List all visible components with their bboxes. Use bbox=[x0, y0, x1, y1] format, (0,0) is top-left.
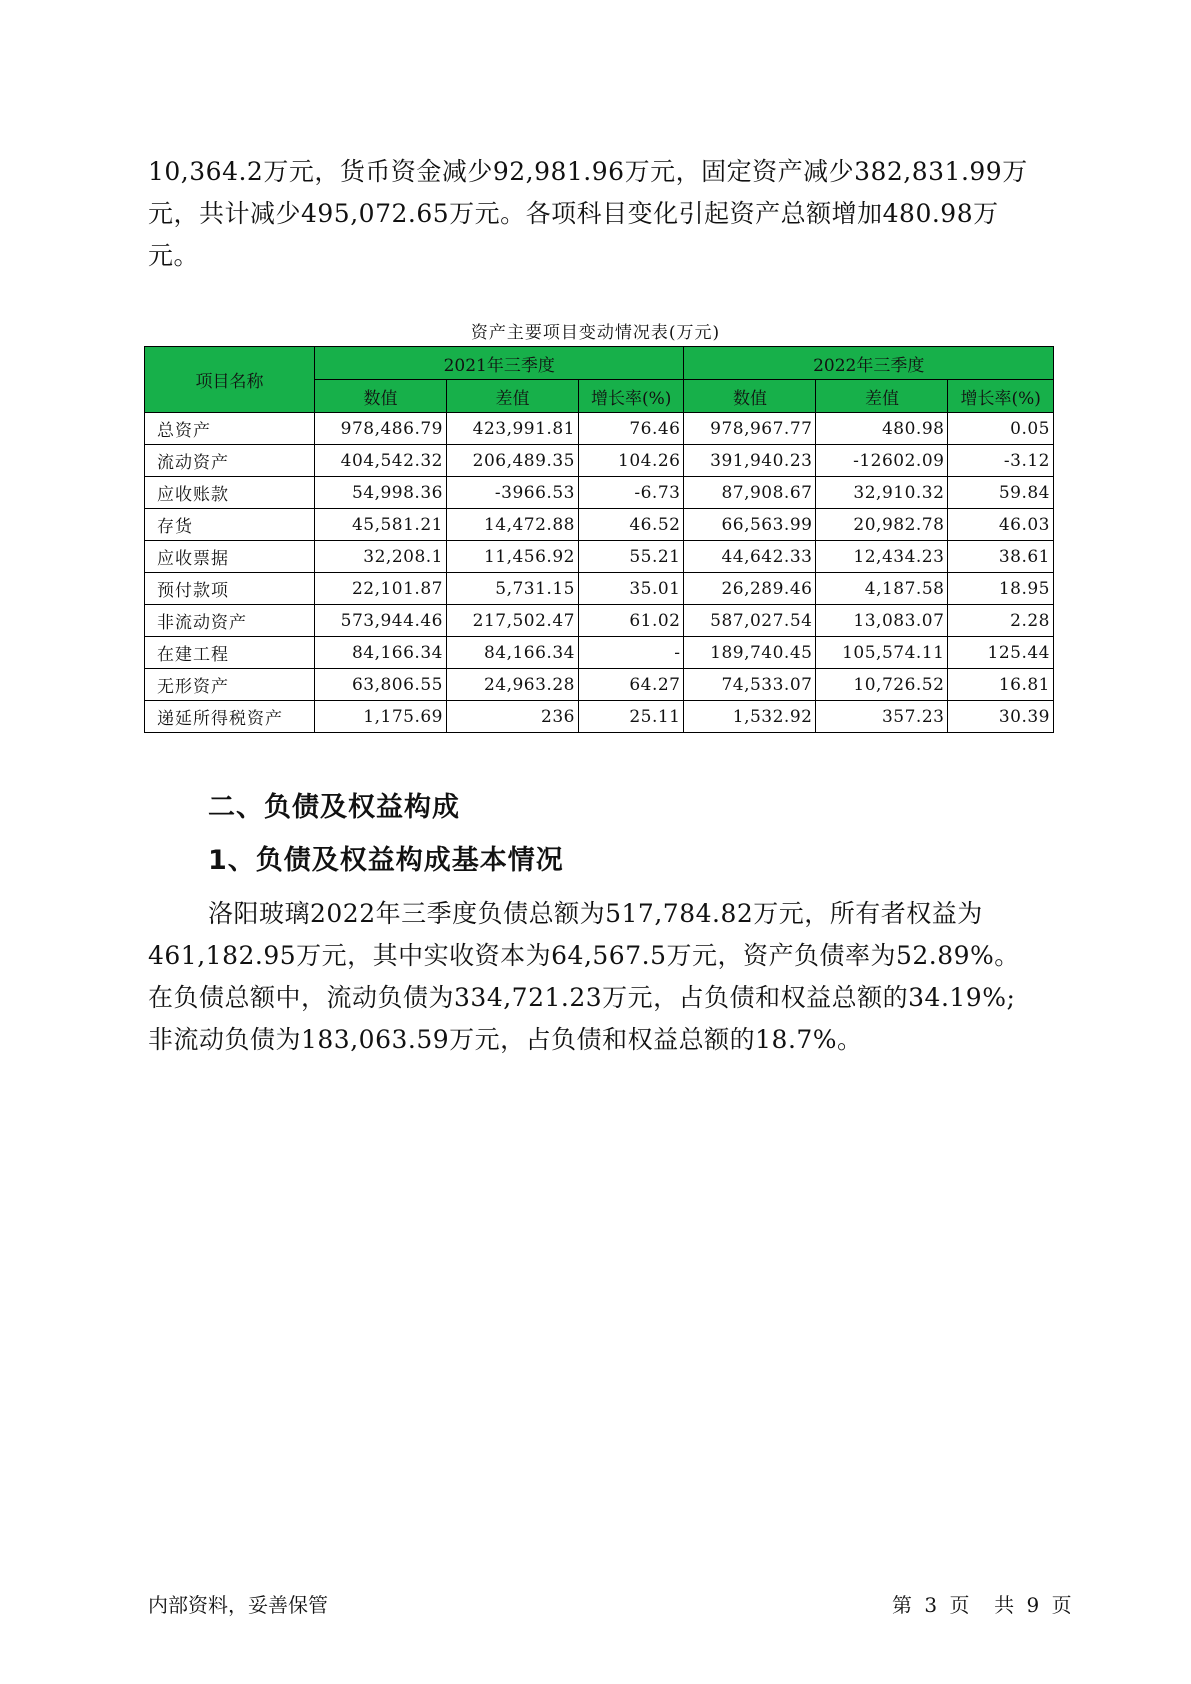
liability-line-3: 在负债总额中，流动负债为334,721.23万元，占负债和权益总额的34.19%; bbox=[148, 983, 1016, 1012]
row-cell: 587,027.54 bbox=[684, 605, 816, 637]
row-cell: 5,731.15 bbox=[446, 573, 578, 605]
row-cell: 64.27 bbox=[578, 669, 684, 701]
row-cell: 11,456.92 bbox=[446, 541, 578, 573]
row-cell: 18.95 bbox=[948, 573, 1054, 605]
row-cell: 87,908.67 bbox=[684, 477, 816, 509]
page-mid: 页 bbox=[949, 1593, 970, 1617]
row-cell: 1,175.69 bbox=[315, 701, 447, 733]
row-cell: 84,166.34 bbox=[315, 637, 447, 669]
row-cell: 4,187.58 bbox=[816, 573, 948, 605]
row-cell: 13,083.07 bbox=[816, 605, 948, 637]
table-row bbox=[145, 541, 1054, 573]
row-cell: 423,991.81 bbox=[446, 413, 578, 445]
row-label: 在建工程 bbox=[145, 637, 315, 669]
intro-paragraph bbox=[148, 151, 1048, 277]
liability-line-4: 非流动负债为183,063.59万元，占负债和权益总额的18.7%。 bbox=[148, 1025, 863, 1054]
section-subheading: 1、负债及权益构成基本情况 bbox=[208, 845, 564, 876]
subheader-value-2022: 数值 bbox=[684, 380, 816, 413]
row-cell: 63,806.55 bbox=[315, 669, 447, 701]
row-cell: 391,940.23 bbox=[684, 445, 816, 477]
subheader-diff-2022: 差值 bbox=[816, 380, 948, 413]
row-cell: 22,101.87 bbox=[315, 573, 447, 605]
row-cell: 480.98 bbox=[816, 413, 948, 445]
row-cell: 404,542.32 bbox=[315, 445, 447, 477]
row-cell: 46.03 bbox=[948, 509, 1054, 541]
row-cell: 104.26 bbox=[578, 445, 684, 477]
row-cell: 357.23 bbox=[816, 701, 948, 733]
liability-line-2: 461,182.95万元，其中实收资本为64,567.5万元，资产负债率为52.89%。 bbox=[148, 941, 1020, 970]
subheader-growth-2022: 增长率(%) bbox=[948, 380, 1054, 413]
table-row bbox=[145, 701, 1054, 733]
row-cell: 84,166.34 bbox=[446, 637, 578, 669]
row-label: 无形资产 bbox=[145, 669, 315, 701]
row-cell: 573,944.46 bbox=[315, 605, 447, 637]
table-row bbox=[145, 605, 1054, 637]
row-cell: 74,533.07 bbox=[684, 669, 816, 701]
row-cell: 1,532.92 bbox=[684, 701, 816, 733]
row-cell: 24,963.28 bbox=[446, 669, 578, 701]
intro-line-1: 10,364.2万元，货币资金减少92,981.96万元，固定资产减少382,831.99万 bbox=[148, 157, 1028, 186]
row-cell: -6.73 bbox=[578, 477, 684, 509]
row-cell: 10,726.52 bbox=[816, 669, 948, 701]
row-cell: 55.21 bbox=[578, 541, 684, 573]
row-cell: 12,434.23 bbox=[816, 541, 948, 573]
row-cell: 2.28 bbox=[948, 605, 1054, 637]
row-label: 流动资产 bbox=[145, 445, 315, 477]
table-row bbox=[145, 509, 1054, 541]
page-total-prefix: 共 bbox=[994, 1593, 1015, 1617]
row-cell: 66,563.99 bbox=[684, 509, 816, 541]
page-suffix: 页 bbox=[1051, 1593, 1072, 1617]
liability-line-1: 洛阳玻璃2022年三季度负债总额为517,784.82万元，所有者权益为 bbox=[208, 899, 983, 928]
row-cell: 46.52 bbox=[578, 509, 684, 541]
row-cell: 35.01 bbox=[578, 573, 684, 605]
intro-line-3: 元。 bbox=[148, 241, 200, 270]
footer-confidential-note: 内部资料，妥善保管 bbox=[148, 1593, 328, 1617]
page-prefix: 第 bbox=[892, 1593, 912, 1617]
row-cell: 206,489.35 bbox=[446, 445, 578, 477]
row-cell: 14,472.88 bbox=[446, 509, 578, 541]
row-label: 总资产 bbox=[145, 413, 315, 445]
table-row bbox=[145, 413, 1054, 445]
row-cell: 978,486.79 bbox=[315, 413, 447, 445]
row-cell: 76.46 bbox=[578, 413, 684, 445]
header-item-name: 项目名称 bbox=[145, 347, 315, 413]
row-cell: 44,642.33 bbox=[684, 541, 816, 573]
liability-paragraph bbox=[148, 893, 1048, 1061]
row-cell: 54,998.36 bbox=[315, 477, 447, 509]
header-period-2022: 2022年三季度 bbox=[684, 347, 1054, 380]
row-cell: 26,289.46 bbox=[684, 573, 816, 605]
row-label: 递延所得税资产 bbox=[145, 701, 315, 733]
table-row bbox=[145, 573, 1054, 605]
subheader-growth-2021: 增长率(%) bbox=[578, 380, 684, 413]
row-cell: - bbox=[578, 637, 684, 669]
row-label: 应收账款 bbox=[145, 477, 315, 509]
asset-change-table bbox=[144, 346, 1054, 733]
row-cell: 978,967.77 bbox=[684, 413, 816, 445]
row-cell: 32,208.1 bbox=[315, 541, 447, 573]
row-cell: 217,502.47 bbox=[446, 605, 578, 637]
section-heading: 二、负债及权益构成 bbox=[208, 792, 460, 823]
table-caption: 资产主要项目变动情况表(万元) bbox=[470, 323, 721, 343]
row-label: 预付款项 bbox=[145, 573, 315, 605]
row-label: 非流动资产 bbox=[145, 605, 315, 637]
subheader-value-2021: 数值 bbox=[315, 380, 447, 413]
row-cell: 0.05 bbox=[948, 413, 1054, 445]
table-row bbox=[145, 669, 1054, 701]
row-cell: 59.84 bbox=[948, 477, 1054, 509]
subheader-diff-2021: 差值 bbox=[446, 380, 578, 413]
row-cell: 45,581.21 bbox=[315, 509, 447, 541]
page-total: 9 bbox=[1026, 1593, 1040, 1617]
row-cell: 20,982.78 bbox=[816, 509, 948, 541]
row-cell: -12602.09 bbox=[816, 445, 948, 477]
row-cell: -3966.53 bbox=[446, 477, 578, 509]
row-cell: 32,910.32 bbox=[816, 477, 948, 509]
row-cell: 38.61 bbox=[948, 541, 1054, 573]
footer-page-number bbox=[892, 1589, 1072, 1618]
row-label: 应收票据 bbox=[145, 541, 315, 573]
row-cell: 61.02 bbox=[578, 605, 684, 637]
header-period-2021: 2021年三季度 bbox=[315, 347, 684, 380]
table-row bbox=[145, 445, 1054, 477]
row-cell: -3.12 bbox=[948, 445, 1054, 477]
row-label: 存货 bbox=[145, 509, 315, 541]
row-cell: 125.44 bbox=[948, 637, 1054, 669]
page-current: 3 bbox=[924, 1593, 938, 1617]
row-cell: 105,574.11 bbox=[816, 637, 948, 669]
row-cell: 236 bbox=[446, 701, 578, 733]
row-cell: 30.39 bbox=[948, 701, 1054, 733]
table-row bbox=[145, 637, 1054, 669]
row-cell: 16.81 bbox=[948, 669, 1054, 701]
table-row bbox=[145, 477, 1054, 509]
row-cell: 189,740.45 bbox=[684, 637, 816, 669]
intro-line-2: 元，共计减少495,072.65万元。各项科目变化引起资产总额增加480.98万 bbox=[148, 199, 999, 228]
row-cell: 25.11 bbox=[578, 701, 684, 733]
